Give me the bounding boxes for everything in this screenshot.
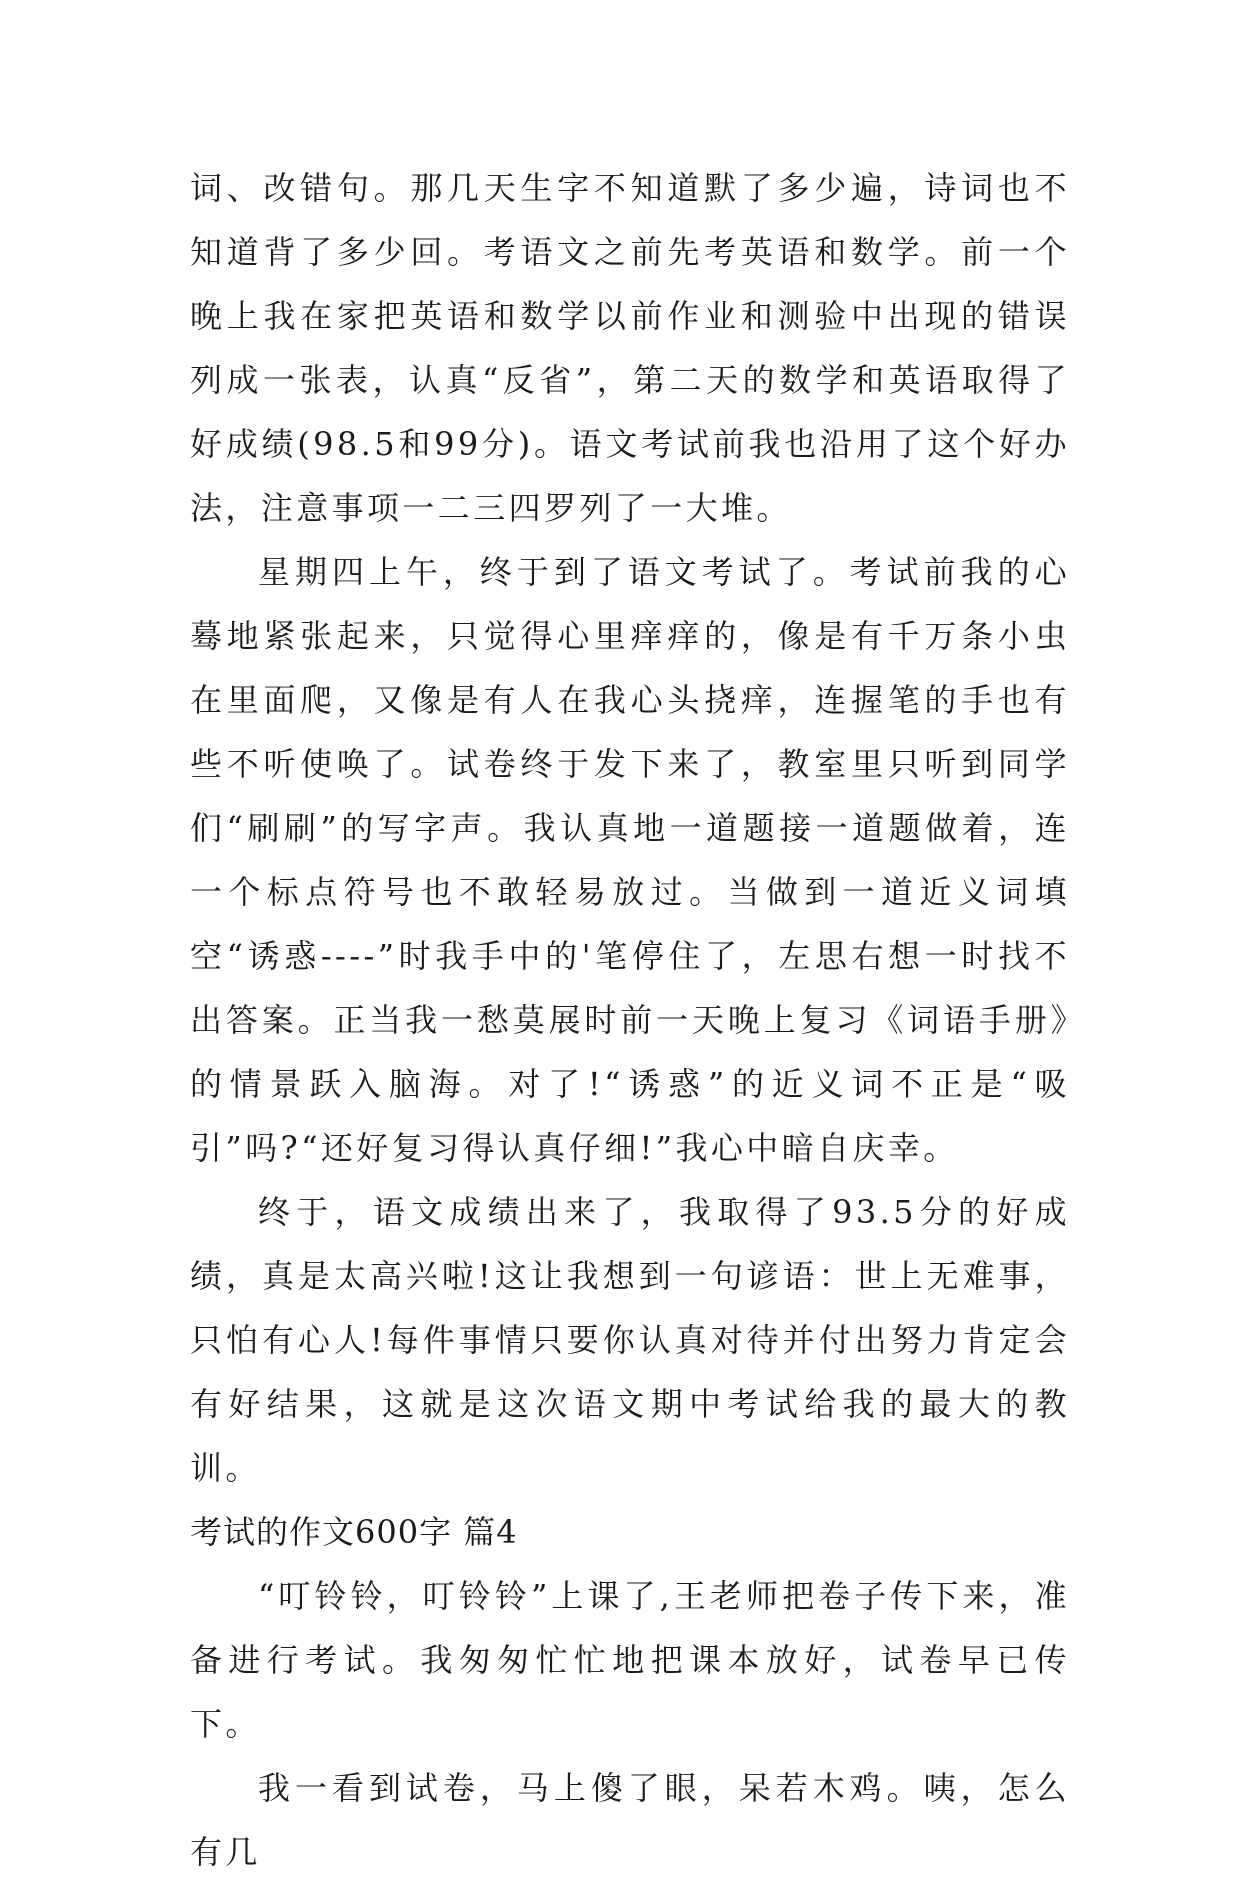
document-body [190, 156, 1070, 1884]
paragraph-3: 终于，语文成绩出来了，我取得了93.5分的好成绩，真是太高兴啦!这让我想到一句谚语：世上无难事，只怕有心人!每件事情只要你认真对待并付出努力肯定会有好结果，这就是这次语文期中考试给我的最大的教训。 [190, 1193, 1070, 1487]
paragraph-2: 星期四上午，终于到了语文考试了。考试前我的心蓦地紧张起来，只觉得心里痒痒的，像是有千万条小虫在里面爬，又像是有人在我心头挠痒，连握笔的手也有些不听使唤了。试卷终于发下来了，教室里只听到同学们“刷刷”的写字声。我认真地一道题接一道题做着，连一个标点符号也不敢轻易放过。当做到一道近义词填空“诱惑----”时我手中的'笔停住了，左思右想一时找不出答案。正当我一愁莫展时前一天晚上复习《词语手册》的情景跃入脑海。对了!“诱惑”的近义词不正是“吸引”吗?“还好复习得认真仔细!”我心中暗自庆幸。 [190, 553, 1070, 1167]
paragraph-5: 我一看到试卷，马上傻了眼，呆若木鸡。咦，怎么有几 [190, 1769, 1070, 1871]
paragraph-4: “叮铃铃，叮铃铃”上课了,王老师把卷子传下来，准备进行考试。我匆匆忙忙地把课本放好，试卷早已传下。 [190, 1577, 1070, 1743]
section-heading: 考试的作文600字 篇4 [190, 1513, 518, 1551]
paragraph-1: 词、改错句。那几天生字不知道默了多少遍，诗词也不知道背了多少回。考语文之前先考英语和数学。前一个晚上我在家把英语和数学以前作业和测验中出现的错误列成一张表，认真“反省”，第二天的数学和英语取得了好成绩(98.5和99分)。语文考试前我也沿用了这个好办法，注意事项一二三四罗列了一大堆。 [190, 169, 1070, 527]
